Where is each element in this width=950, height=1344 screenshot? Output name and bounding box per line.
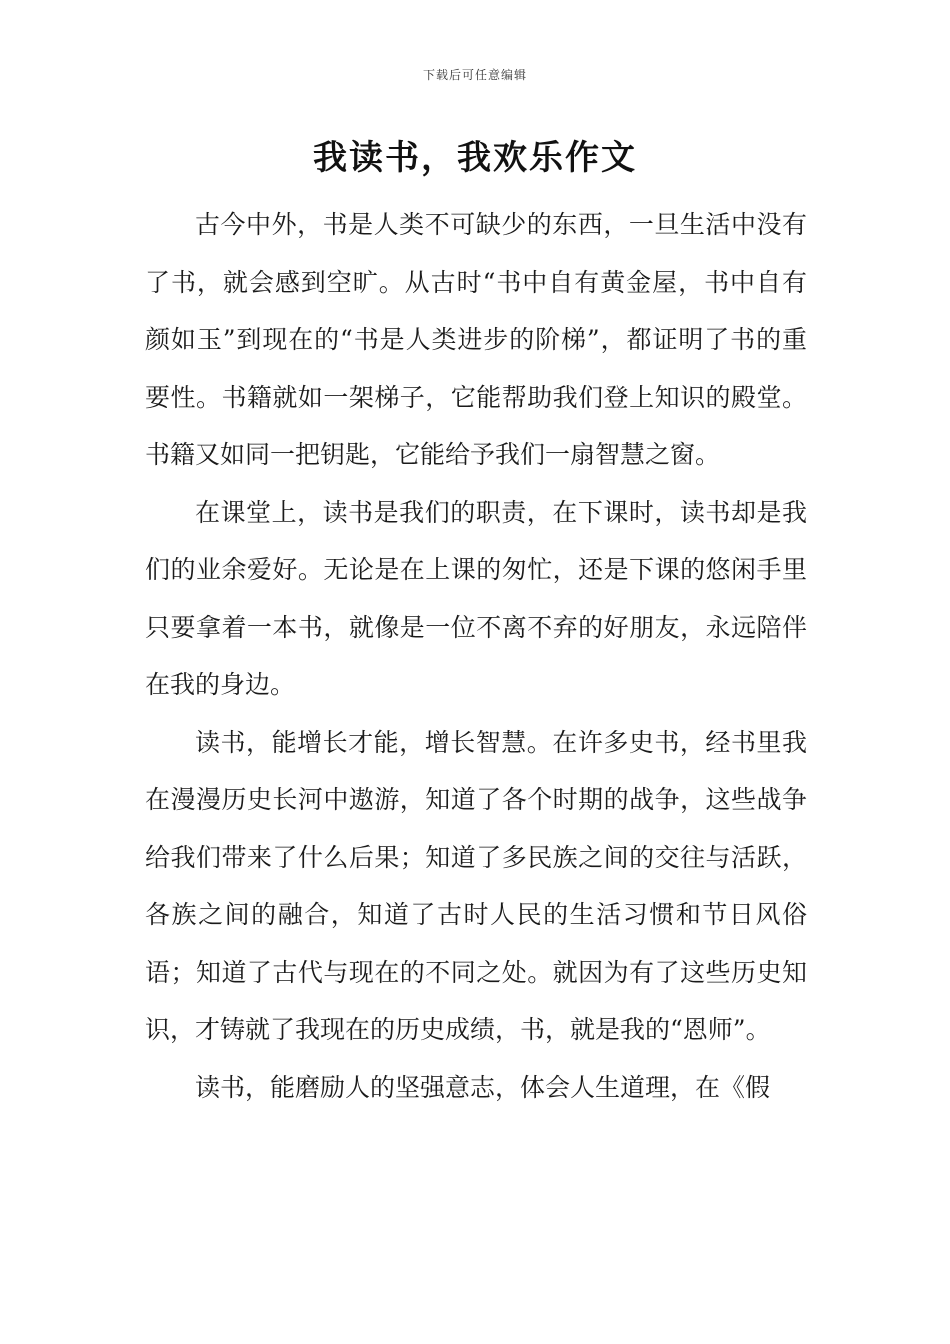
document-title: 我读书，我欢乐作文 <box>313 138 637 178</box>
paragraph: 读书，能磨励人的坚强意志，体会人生道理，在《假 <box>195 1072 771 1102</box>
document-body <box>145 196 807 1116</box>
paragraph: 古今中外，书是人类不可缺少的东西，一旦生活中没有了书，就会感到空旷。从古时“书中自有黄金屋，书中自有颜如玉”到现在的“书是人类进步的阶梯”，都证明了书的重要性。书籍就如一架梯子，它能帮助我们登上知识的殿堂。书籍又如同一把钥匙，它能给予我们一扇智慧之窗。 <box>145 210 807 469</box>
page-header: 下载后可任意编辑 <box>422 68 527 82</box>
paragraph: 在课堂上，读书是我们的职责，在下课时，读书却是我们的业余爱好。无论是在上课的匆忙，还是下课的悠闲手里只要拿着一本书，就像是一位不离不弃的好朋友，永远陪伴在我的身边。 <box>145 497 807 699</box>
paragraph: 读书，能增长才能，增长智慧。在许多史书，经书里我在漫漫历史长河中遨游，知道了各个时期的战争，这些战争给我们带来了什么后果；知道了多民族之间的交往与活跃，各族之间的融合，知道了古时人民的生活习惯和节日风俗语；知道了古代与现在的不同之处。就因为有了这些历史知识，才铸就了我现在的历史成绩，书，就是我的“恩师”。 <box>145 727 807 1044</box>
